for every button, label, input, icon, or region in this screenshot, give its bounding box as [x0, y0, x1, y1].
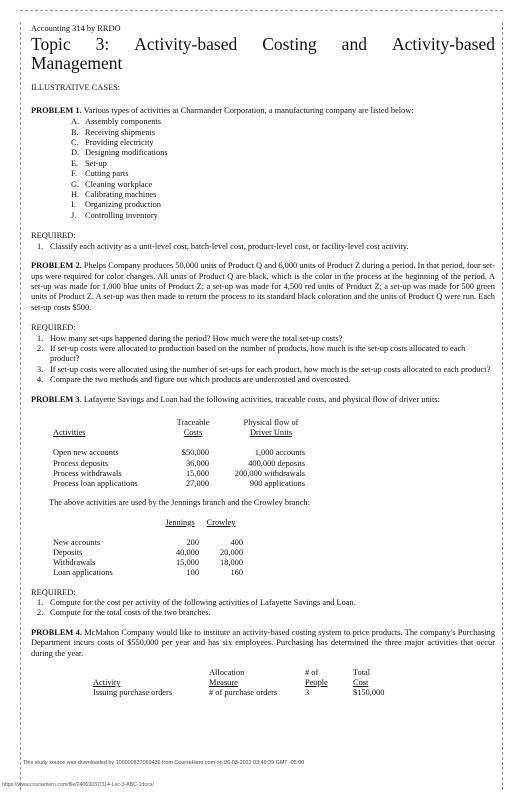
cell-driver: 1,000 accounts: [254, 448, 305, 458]
cell-jennings: 15,000: [175, 558, 199, 568]
problem-1-required-heading: REQUIRED:: [31, 231, 76, 241]
cell-jennings: 40,000: [175, 548, 199, 557]
item-text: If set-up costs were allocated using the number of set-ups for each product, how much is the set-up costs allocated to each product?: [50, 364, 491, 374]
list-item: [71, 200, 495, 210]
cell-crowley: 20,000: [219, 548, 243, 557]
problem-2-required-list: [37, 334, 495, 386]
col-head-traceable-2: Costs: [183, 428, 203, 438]
cell-cost: 36,000: [185, 458, 209, 468]
col-head-total-1: Total: [353, 668, 371, 678]
row-activity: Issuing purchase orders: [93, 688, 173, 698]
item-text: Designing modifications: [85, 148, 168, 158]
table-row: [53, 568, 243, 578]
cell-cost: $50,000: [181, 448, 209, 458]
problem-4-statement: [31, 628, 495, 659]
cell-jennings: 100: [186, 568, 199, 578]
activity-cost-table: [53, 418, 319, 489]
cell-activity: Process withdrawals: [53, 468, 122, 478]
row-cost: $150,000: [353, 688, 385, 698]
item-text: Calibrating machines: [85, 190, 157, 200]
cell-driver: 200,000 withdrawals: [234, 468, 305, 478]
row-people: 3: [305, 688, 310, 698]
col-head-num-2: People: [305, 678, 328, 688]
item-letter: J.: [71, 210, 77, 220]
item-letter: A.: [71, 117, 80, 127]
list-item: [37, 608, 495, 618]
item-number: 1.: [37, 598, 44, 608]
item-letter: H.: [71, 190, 80, 200]
item-number: 1.: [37, 333, 44, 343]
table-row: [53, 459, 319, 469]
col-head-allocation-1: Allocation: [209, 668, 245, 678]
purchasing-activity-table: [61, 668, 413, 699]
item-text: Compare the two methods and figure out which products are undercosted and overcosted.: [50, 375, 351, 385]
course-label: Accounting 314 by RRDO: [31, 24, 121, 33]
problem-1-statement: [31, 106, 495, 116]
problem-3-required-list: [37, 598, 495, 619]
list-item: [71, 159, 495, 169]
problem-3-text: . Lafayette Savings and Loan had the following activities, traceable costs, and physical flow of driver units:: [79, 394, 440, 404]
cell-cost: 15,000: [185, 468, 209, 478]
table-row: [53, 469, 319, 479]
cell-activity: New accounts: [53, 537, 101, 547]
col-head-jennings: Jennings: [165, 517, 195, 527]
title-line-2: Management: [31, 53, 123, 74]
problem-3-label: PROBLEM 3: [31, 394, 80, 404]
col-head-crowley: Crowley: [206, 517, 236, 527]
item-number: 4.: [37, 375, 44, 385]
branch-note: The above activities are used by the Jennings branch and the Crowley branch:: [49, 498, 310, 508]
item-letter: F.: [71, 169, 78, 179]
problem-3-required-heading: REQUIRED:: [31, 587, 76, 597]
item-text: Compute for the total costs of the two branches.: [50, 608, 211, 618]
table-row: [53, 538, 243, 548]
item-number: 2.: [37, 608, 44, 618]
cell-activity: Loan applications: [53, 568, 113, 578]
list-item: [37, 344, 495, 365]
problem-2-required-heading: REQUIRED:: [31, 323, 76, 333]
title-word: 3:: [95, 34, 110, 55]
table-row: [53, 479, 319, 489]
item-letter: B.: [71, 127, 79, 137]
item-text: Providing electricity: [85, 138, 154, 148]
source-url[interactable]: https://www.coursehero.com/file/24069037/314-Lec-3-ABC-1docx/: [2, 782, 154, 788]
col-head-activities: Activities: [53, 428, 86, 438]
list-item: [71, 211, 495, 221]
item-text: Set-up: [85, 158, 107, 168]
table-row: [53, 558, 243, 568]
item-text: Cutting parts: [85, 169, 129, 179]
table-row: [53, 448, 319, 458]
title-word: Activity-based: [391, 34, 495, 55]
cell-driver: 400,000 deposits: [248, 458, 305, 468]
cell-driver: 900 applications: [249, 478, 305, 488]
item-number: 1.: [37, 241, 44, 251]
problem-1-required-list: [37, 242, 495, 252]
item-number: 3.: [37, 364, 44, 374]
item-letter: D.: [71, 148, 80, 158]
list-item: [37, 242, 495, 252]
item-text: Organizing production: [85, 200, 161, 210]
branch-table: [53, 518, 243, 579]
title-word: Activity-based: [134, 34, 238, 55]
col-head-flow-1: Physical flow of: [243, 417, 299, 427]
list-item: [71, 128, 495, 138]
problem-2-statement: [31, 261, 495, 313]
item-text: Compute for the cost per activity of the following activities of Lafayette Savings and Loan.: [50, 598, 356, 608]
item-text: Classify each activity as a unit-level cost, batch-level cost, product-level cost, or facility-level cost activity.: [50, 241, 409, 251]
title-word: Costing: [262, 34, 317, 55]
problem-1-text: Various types of activities at Charmander Corporation, a manufacturing company are listed below:: [81, 105, 414, 115]
table-row: [61, 688, 413, 698]
item-text: If set-up costs were allocated to production based on the number of products, how much is the set-up costs allocated to each product?: [50, 343, 466, 364]
col-head-total-2: Cost: [353, 678, 369, 688]
list-item: [71, 148, 495, 158]
item-letter: G.: [71, 179, 80, 189]
download-source-notice: This study source was downloaded by 100000837069436 from CourseHero.com on 06-03-2022 03:49:39 GMT -05:00: [23, 760, 305, 766]
cell-activity: Open new accounts: [53, 448, 119, 458]
list-item: [71, 190, 495, 200]
list-item: [37, 598, 495, 608]
item-text: Controlling inventory: [85, 210, 158, 220]
item-number: 2.: [37, 343, 44, 353]
cell-crowley: 160: [230, 568, 243, 578]
row-measure: # of purchase orders: [209, 688, 278, 698]
cell-activity: Process loan applications: [53, 478, 138, 488]
cell-crowley: 18,000: [219, 558, 243, 568]
problem-1-label: PROBLEM 1.: [31, 105, 82, 115]
title-word: and: [341, 34, 367, 55]
cell-activity: Withdrawals: [53, 558, 96, 568]
list-item: [71, 117, 495, 127]
title-line-1: [31, 35, 495, 54]
illustrative-cases-heading: ILLUSTRATIVE CASES:: [31, 83, 121, 93]
item-text: Receiving shipments: [85, 127, 156, 137]
problem-1-activity-list: [71, 117, 495, 221]
title-word: Topic: [31, 34, 71, 55]
item-text: Assembly components: [85, 117, 162, 127]
problem-2-label: PROBLEM 2.: [31, 261, 82, 271]
problem-4-label: PROBLEM 4.: [31, 627, 82, 637]
cell-activity: Process deposits: [53, 458, 109, 468]
item-letter: C.: [71, 138, 79, 148]
page-top-border: [20, 10, 503, 11]
col-head-num-1: # of: [305, 668, 319, 678]
list-item: [71, 169, 495, 179]
list-item: [71, 138, 495, 148]
col-head-flow-2: Driver Units: [249, 428, 293, 438]
document-page: [20, 22, 503, 790]
list-item: [37, 375, 495, 385]
table-row: [53, 548, 243, 558]
document-content: [31, 24, 495, 699]
list-item: [71, 180, 495, 190]
item-text: Cleaning workplace: [85, 179, 153, 189]
cell-activity: Deposits: [53, 548, 83, 557]
page-title: [31, 35, 495, 73]
cell-cost: 27,000: [185, 478, 209, 488]
col-head-allocation-2: Measure: [209, 678, 238, 688]
col-head-traceable-1: Traceable: [176, 417, 210, 427]
problem-3-statement: [31, 395, 495, 405]
item-letter: E.: [71, 158, 79, 168]
list-item: [37, 365, 495, 375]
cell-jennings: 200: [186, 537, 199, 547]
problem-2-text: Phelps Company produces 50,000 units of Product Q and 6,000 units of Product Z during a period. In that period, four set-ups were required for color changes. All units of Product Q are black, which is the color in the process at the beginning of the period. A set-up was made for 1,000 blue units of Product Z; a set-up was made for 4,500 red units of Product Z; a set-up was made for 500 green units of Product Z. A set-up was then made to return the process to its standard black coloration and the units of Product Q were run. Each set-up costs $500.: [31, 261, 496, 312]
problem-4-text: McMahon Company would like to institute an activity-based costing system to price products. The company's Purchasing Department incurs costs of $550,000 per year and has six employees. Purchasing has determined the three major activities that occur during the year.: [31, 627, 496, 658]
col-head-activity: Activity: [93, 678, 121, 688]
list-item: [37, 334, 495, 344]
cell-crowley: 400: [230, 537, 243, 547]
item-text: How many set-ups happened during the period? How much were the total set-up costs?: [50, 333, 343, 343]
item-letter: I.: [71, 200, 76, 210]
